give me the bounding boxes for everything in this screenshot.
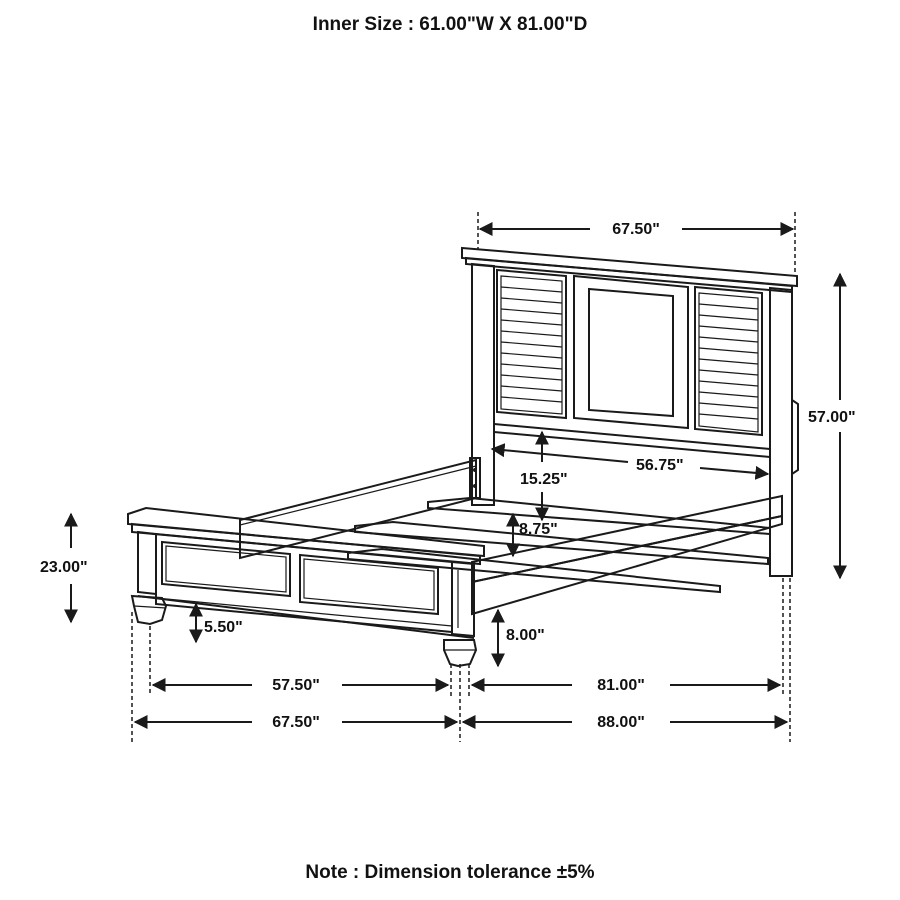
dim-headboard-width: 67.50" bbox=[612, 221, 660, 238]
dimension-lines bbox=[71, 212, 840, 742]
dim-inner-length: 81.00" bbox=[597, 677, 645, 694]
dim-footboard-clearance: 5.50" bbox=[204, 619, 243, 636]
dim-inner-footboard-width: 57.50" bbox=[272, 677, 320, 694]
inner-size-title: Inner Size : 61.00"W X 81.00"D bbox=[312, 14, 588, 35]
dim-slat-height: 8.75" bbox=[519, 521, 558, 538]
dim-inner-rail-width: 56.75" bbox=[636, 457, 684, 474]
tolerance-note: Note : Dimension tolerance ±5% bbox=[305, 862, 595, 883]
dim-footboard-height: 23.00" bbox=[40, 559, 88, 576]
dim-overall-width: 67.50" bbox=[272, 714, 320, 731]
dim-overall-length: 88.00" bbox=[597, 714, 645, 731]
footboard bbox=[128, 508, 484, 666]
side-rails bbox=[240, 458, 782, 614]
dim-headboard-height: 57.00" bbox=[808, 409, 856, 426]
dim-headboard-panel-clearance: 15.25" bbox=[520, 471, 568, 488]
dim-side-rail-clearance: 8.00" bbox=[506, 627, 545, 644]
